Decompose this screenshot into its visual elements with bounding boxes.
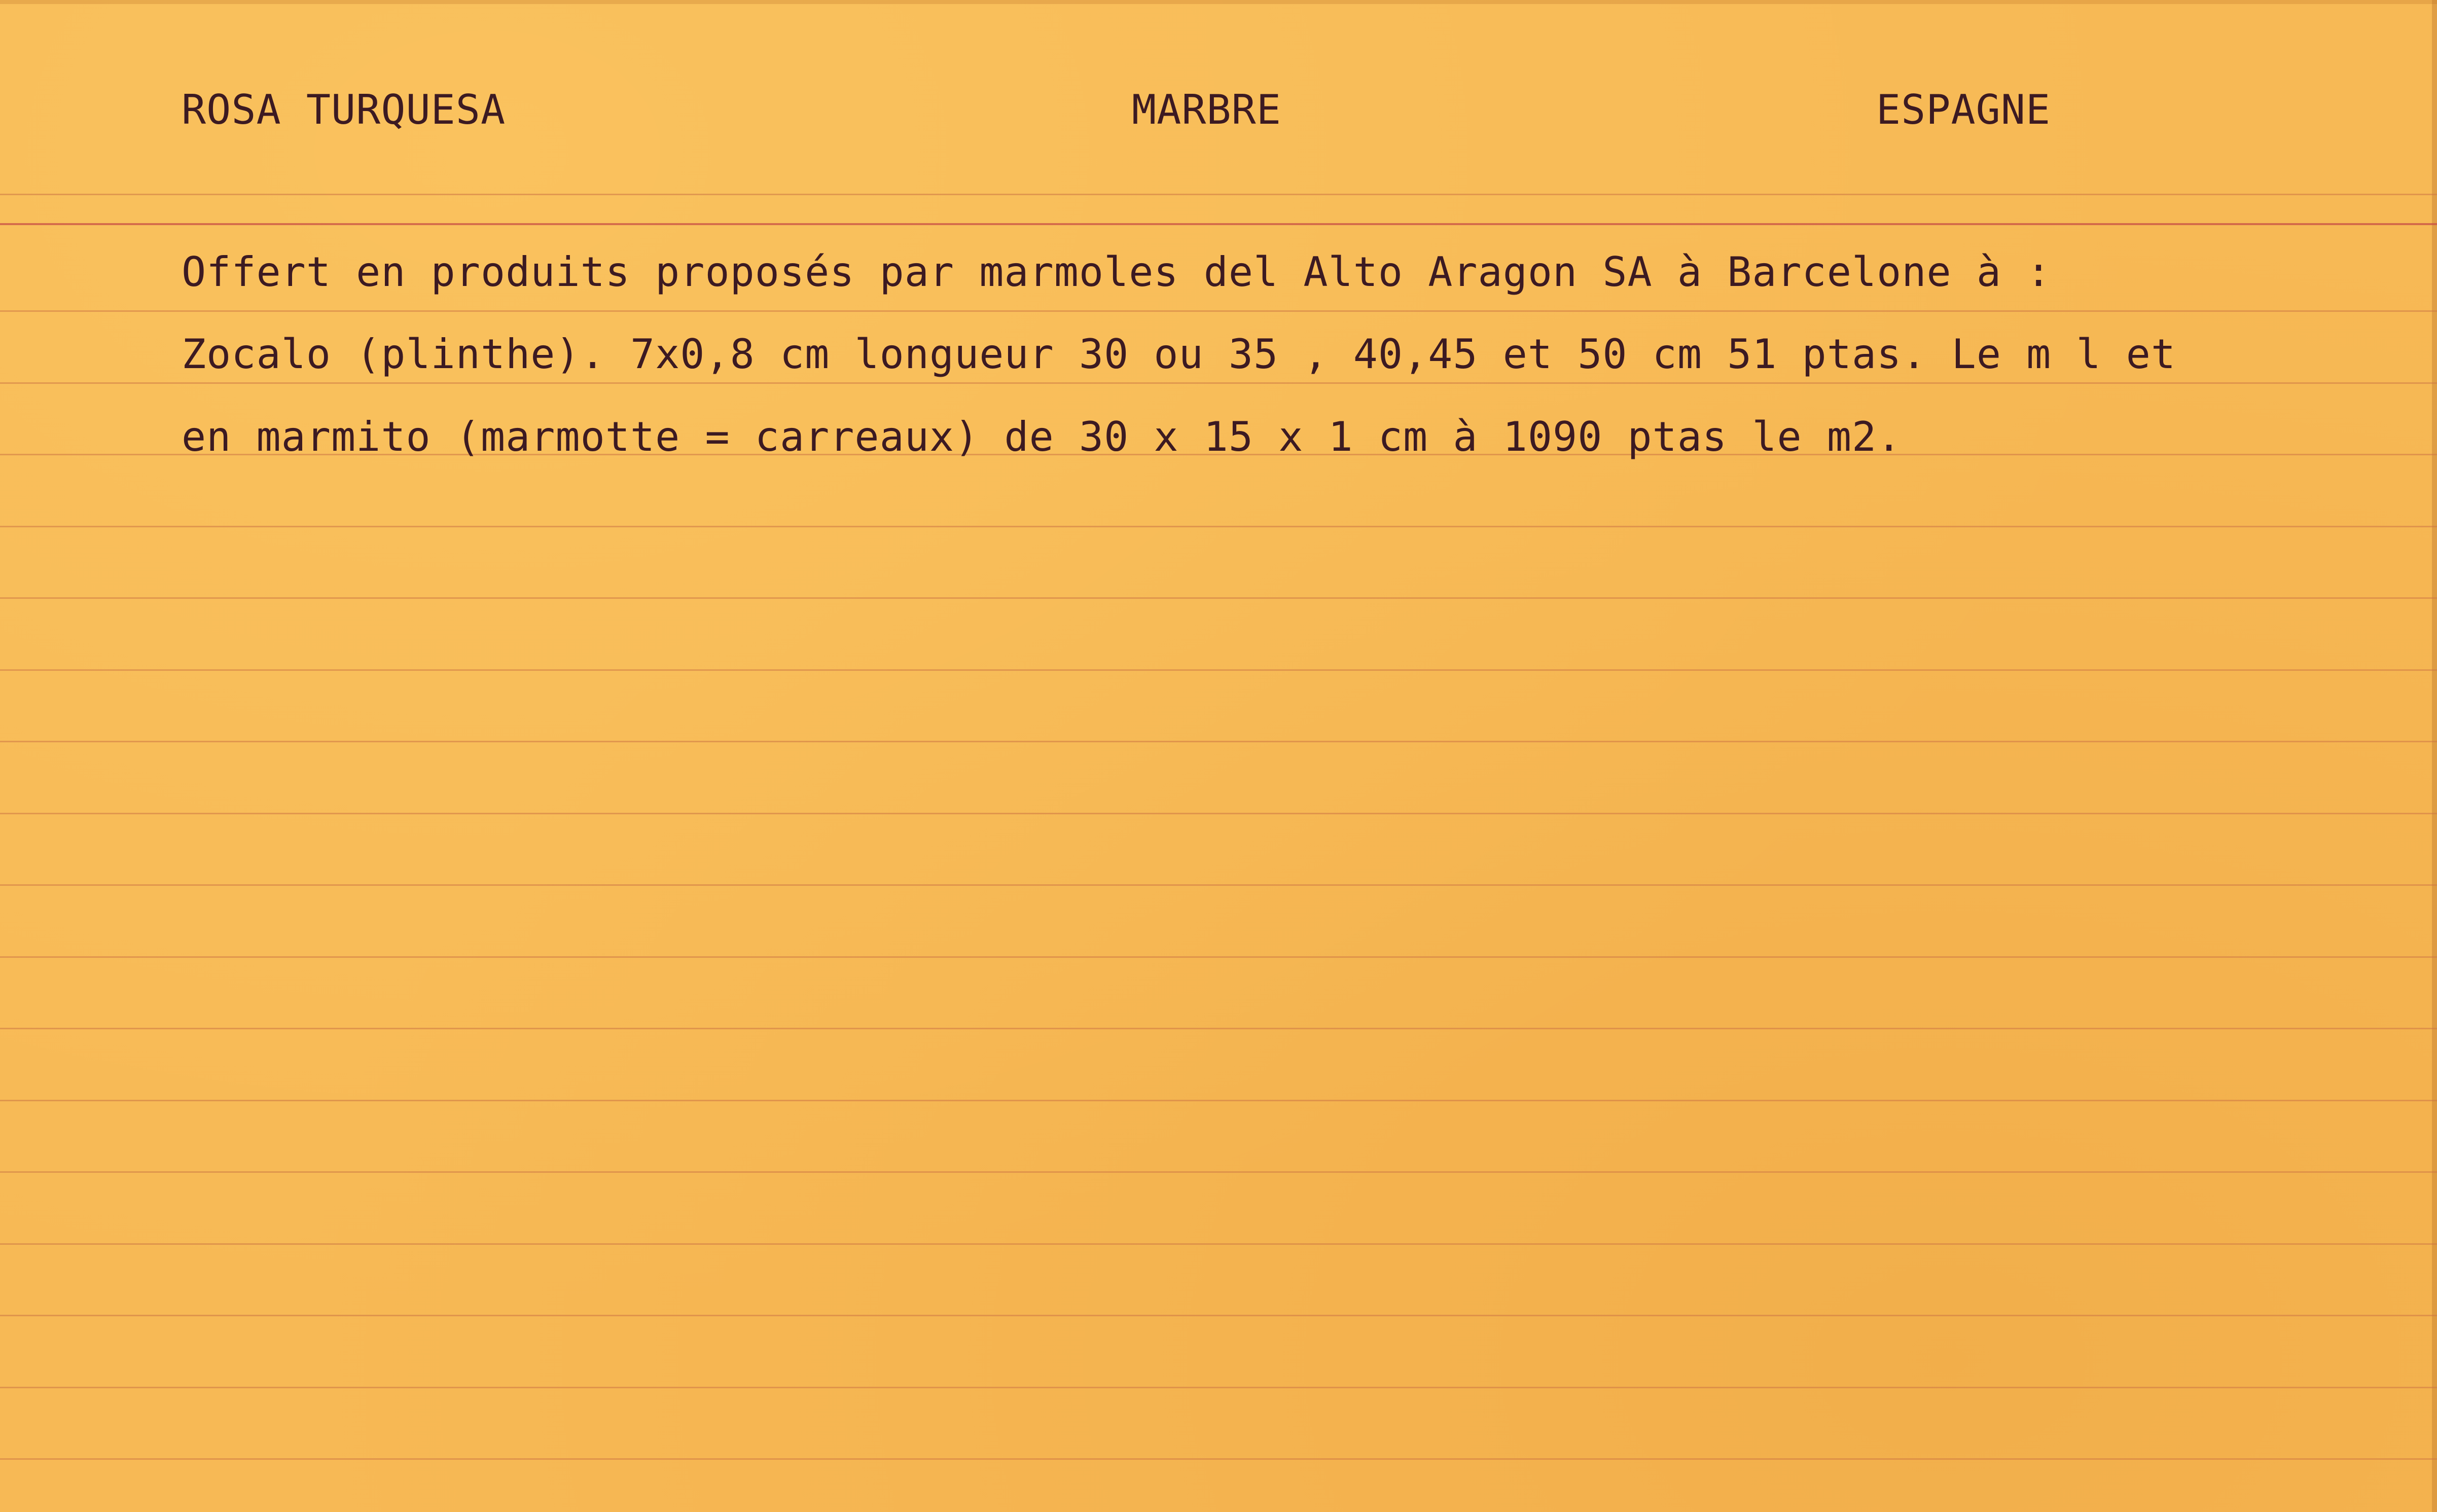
country: ESPAGNE: [1876, 86, 2051, 133]
ruled-line: [0, 1243, 2437, 1245]
ruled-line: [0, 741, 2437, 742]
ruled-line: [0, 526, 2437, 527]
ruled-line: [0, 1028, 2437, 1029]
ruled-line: [0, 669, 2437, 671]
ruled-line: [0, 597, 2437, 599]
ruled-line: [0, 310, 2437, 312]
ruled-line: [0, 1100, 2437, 1101]
ruled-line: [0, 813, 2437, 814]
ruled-line: [0, 1315, 2437, 1316]
card-top-edge: [0, 0, 2437, 4]
header-rule-upper: [0, 194, 2437, 195]
body-line-1: Offert en produits proposés par marmoles del Alto Aragon SA à Barcelone à :: [182, 248, 2052, 296]
body-line-3: en marmito (marmotte = carreaux) de 30 x 15 x 1 cm à 1090 ptas le m2.: [182, 413, 1902, 460]
ruled-line: [0, 884, 2437, 886]
card-right-edge: [2432, 0, 2437, 1512]
ruled-line: [0, 1458, 2437, 1460]
ruled-line: [0, 956, 2437, 958]
ruled-line: [0, 1387, 2437, 1388]
header-rule-red: [0, 223, 2437, 225]
body-line-2: Zocalo (plinthe). 7x0,8 cm longueur 30 ou 35 , 40,45 et 50 cm 51 ptas. Le m l et: [182, 331, 2176, 378]
stone-name: ROSA TURQUESA: [182, 86, 506, 133]
ruled-line: [0, 382, 2437, 384]
ruled-line: [0, 1171, 2437, 1173]
material-type: MARBRE: [1132, 86, 1281, 133]
